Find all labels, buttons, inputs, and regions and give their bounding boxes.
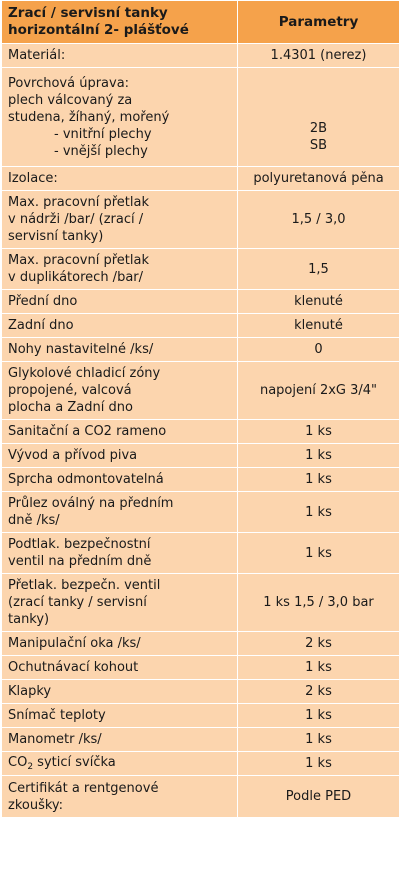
row-label: Manipulační oka /ks/ [2, 632, 238, 656]
row-label: Přední dno [2, 290, 238, 314]
row-label: Povrchová úprava: plech válcovaný za studena, žíhaný, mořený [8, 75, 170, 125]
row-value: Podle PED [238, 776, 400, 818]
row-value: 2 ks [238, 632, 400, 656]
table-row [2, 632, 400, 656]
parameters-table [1, 0, 400, 818]
table-row [2, 468, 400, 492]
row-value: 1 ks [238, 728, 400, 752]
row-label: Přetlak. bezpečn. ventil (zrací tanky / servisní tanky) [2, 574, 238, 632]
row-value: 1 ks [238, 420, 400, 444]
row-label: Sprcha odmontovatelná [2, 468, 238, 492]
row-label: Zadní dno [2, 314, 238, 338]
row-sublabel-outer: - vnější plechy [54, 143, 148, 159]
table-row [2, 656, 400, 680]
table-row [2, 574, 400, 632]
row-label: Snímač teploty [2, 704, 238, 728]
row-label: Certifikát a rentgenové zkoušky: [2, 776, 238, 818]
row-value: klenuté [238, 290, 400, 314]
row-value: 1,5 / 3,0 [238, 191, 400, 249]
row-value: 1 ks 1,5 / 3,0 bar [238, 574, 400, 632]
table-header [2, 1, 400, 44]
row-value: 1 ks [238, 444, 400, 468]
row-value: 1 ks [238, 752, 400, 776]
row-label: Glykolové chladicí zóny propojené, valcová plocha a Zadní dno [2, 362, 238, 420]
row-value: 1 ks [238, 533, 400, 574]
row-label: Materiál: [2, 44, 238, 68]
co2-label-main: CO [8, 755, 28, 770]
row-label-surface [2, 68, 238, 167]
header-row [2, 1, 400, 44]
row-label: Sanitační a CO2 rameno [2, 420, 238, 444]
table-row [2, 492, 400, 533]
table-row [2, 167, 400, 191]
header-parameters-title: Parametry [238, 1, 400, 44]
table-row [2, 68, 400, 167]
row-label: Vývod a přívod piva [2, 444, 238, 468]
row-value: 2B SB [238, 68, 400, 167]
row-value: 0 [238, 338, 400, 362]
table-row [2, 728, 400, 752]
row-value: 1,5 [238, 249, 400, 290]
row-label: Podtlak. bezpečnostní ventil na předním dně [2, 533, 238, 574]
row-value: 1 ks [238, 468, 400, 492]
row-value: 1 ks [238, 656, 400, 680]
table-row [2, 420, 400, 444]
table-row [2, 444, 400, 468]
table-row [2, 752, 400, 776]
row-value: polyuretanová pěna [238, 167, 400, 191]
table-row [2, 776, 400, 818]
row-value: klenuté [238, 314, 400, 338]
co2-label-subscript: 2 [27, 762, 34, 772]
row-label: Max. pracovní přetlak v nádrži /bar/ (zrací / servisní tanky) [2, 191, 238, 249]
co2-label-rest: syticí svíčka [33, 755, 116, 770]
row-value: 1.4301 (nerez) [238, 44, 400, 68]
table-row [2, 290, 400, 314]
row-value: napojení 2xG 3/4" [238, 362, 400, 420]
row-value: 1 ks [238, 492, 400, 533]
row-label: Průlez oválný na předním dně /ks/ [2, 492, 238, 533]
row-label: Izolace: [2, 167, 238, 191]
row-sublabel-inner: - vnitřní plechy [54, 126, 152, 142]
row-label: Ochutnávací kohout [2, 656, 238, 680]
table-row [2, 704, 400, 728]
row-label: Manometr /ks/ [2, 728, 238, 752]
table-row [2, 249, 400, 290]
table-row [2, 44, 400, 68]
table-row [2, 362, 400, 420]
table-row [2, 314, 400, 338]
table-row [2, 680, 400, 704]
row-label: Max. pracovní přetlak v duplikátorech /bar/ [2, 249, 238, 290]
row-value: 2 ks [238, 680, 400, 704]
row-label: Klapky [2, 680, 238, 704]
row-label: Nohy nastavitelné /ks/ [2, 338, 238, 362]
table-row [2, 191, 400, 249]
table-row [2, 533, 400, 574]
table-row [2, 338, 400, 362]
header-product-title: Zrací / servisní tanky horizontální 2- plášťové [2, 1, 238, 44]
row-label-co2 [2, 752, 238, 776]
row-value: 1 ks [238, 704, 400, 728]
